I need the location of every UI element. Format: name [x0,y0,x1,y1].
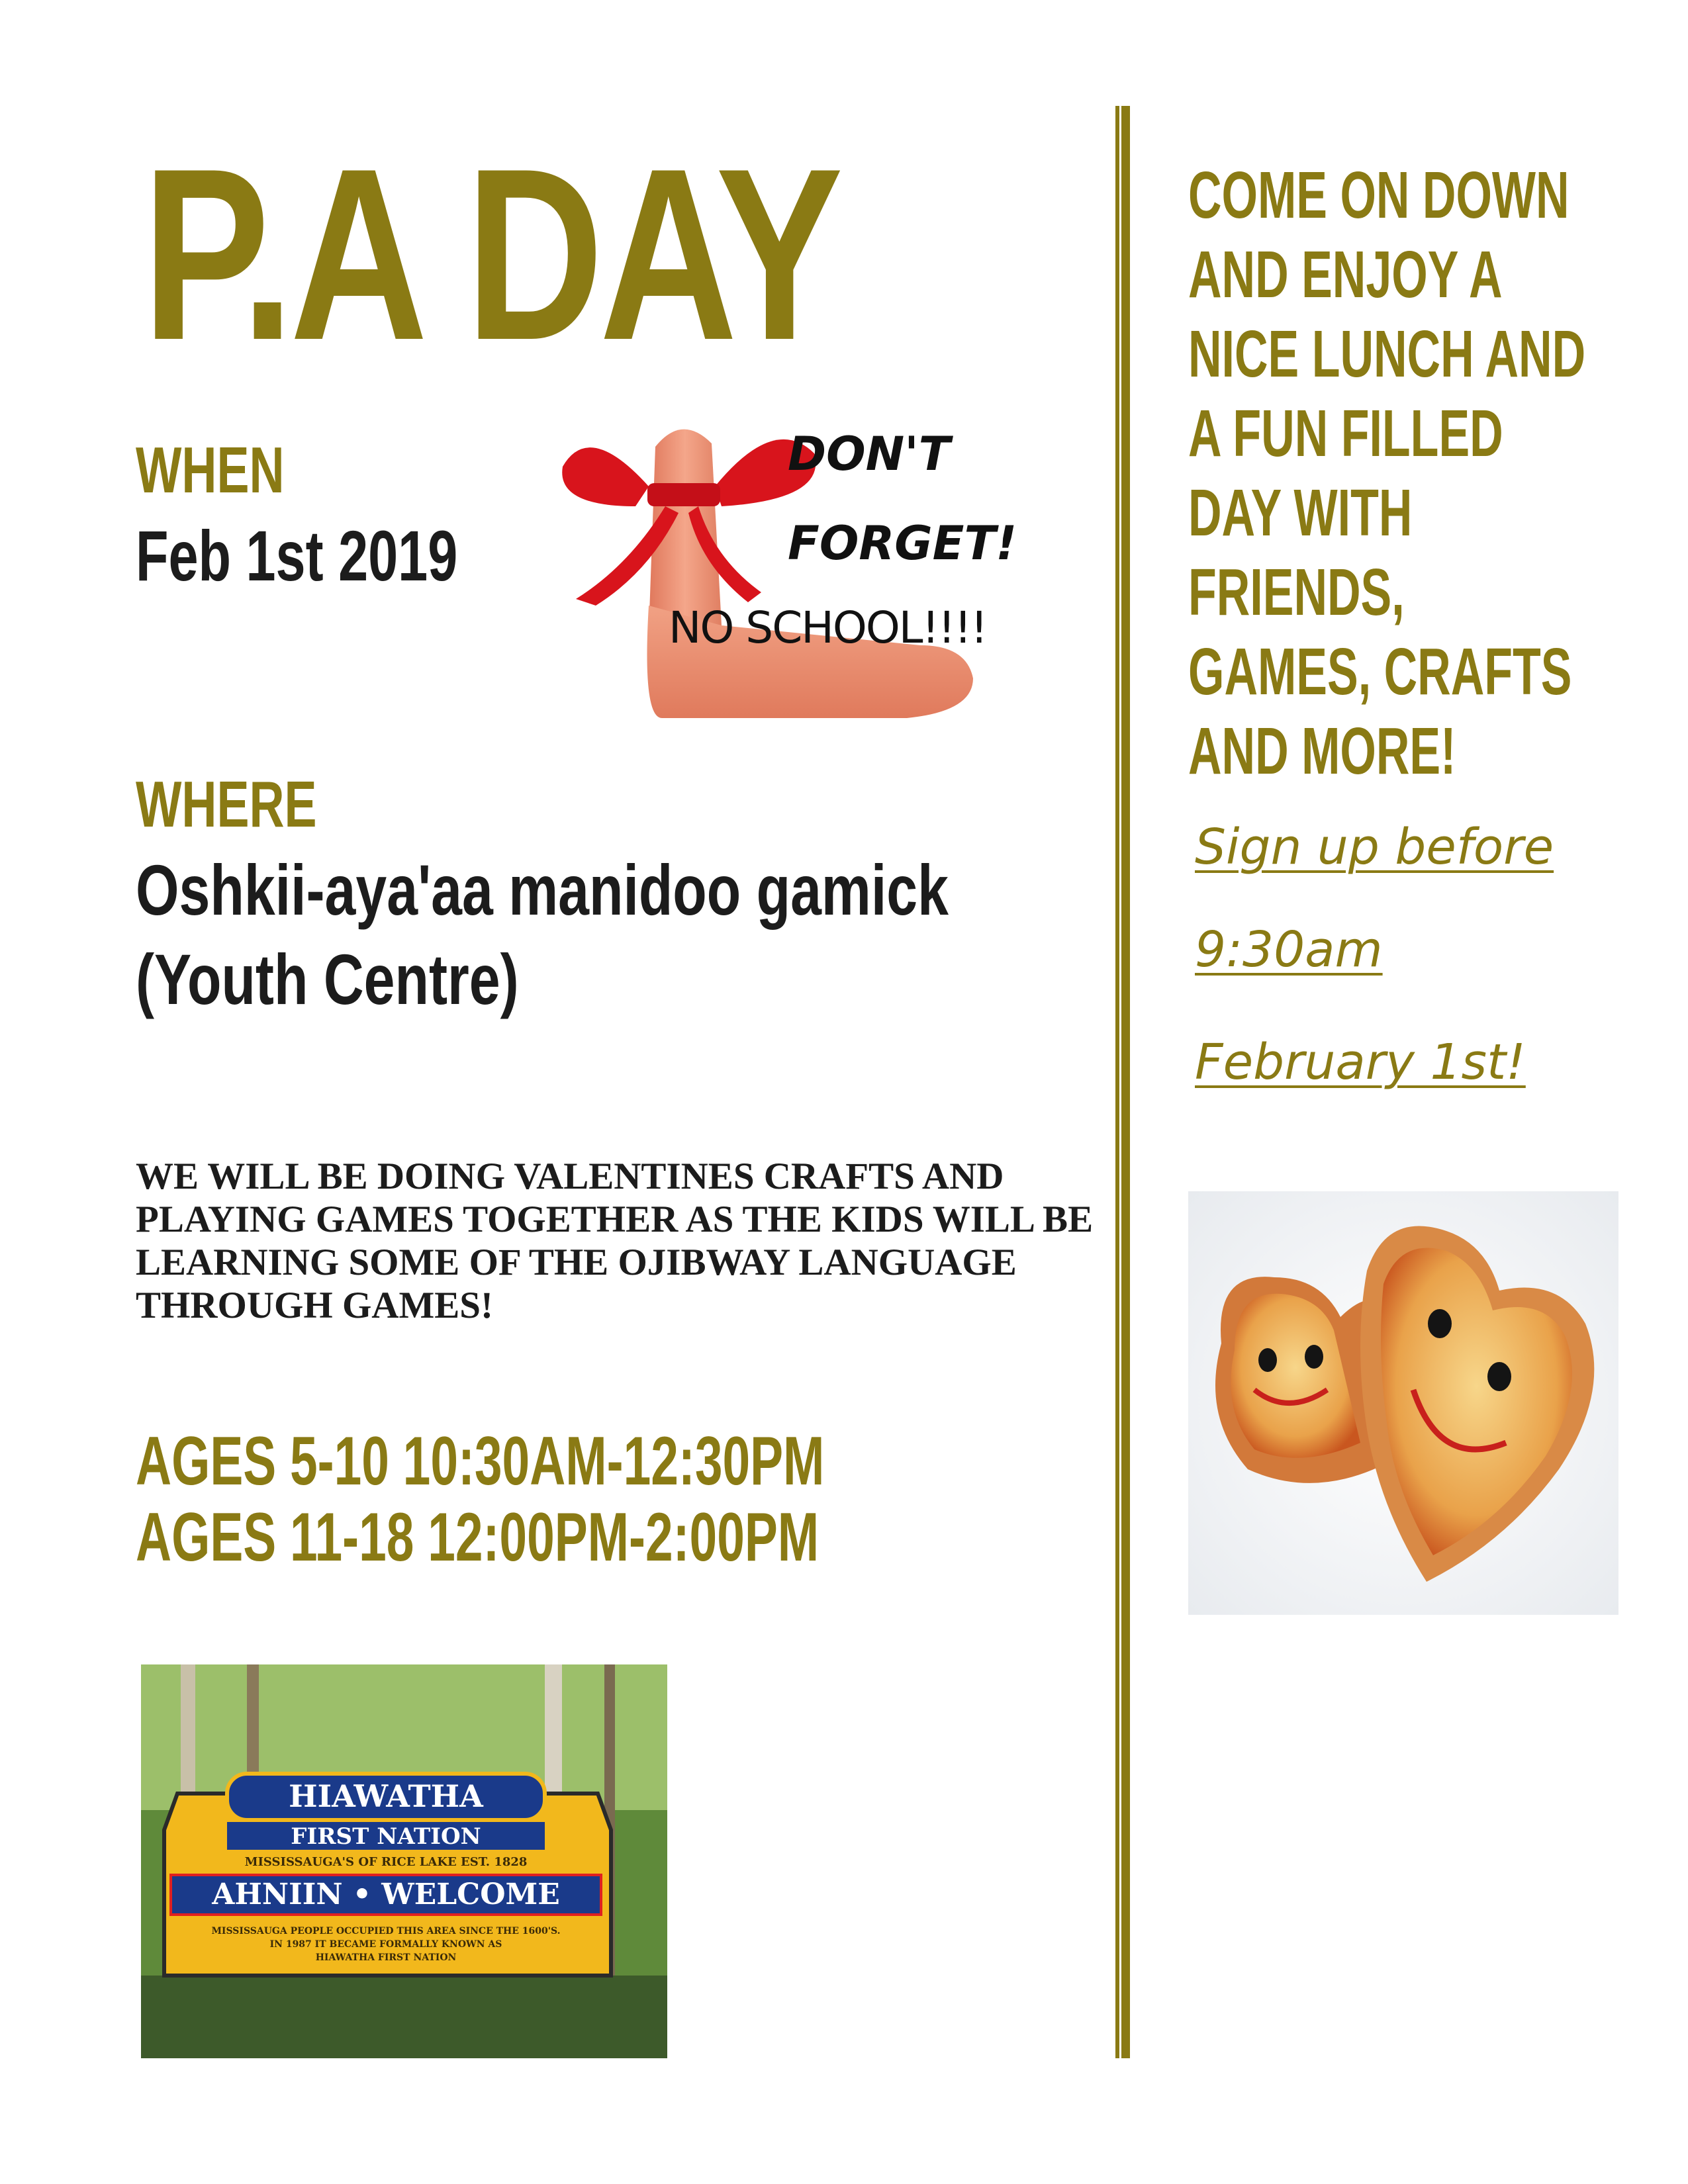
page-title: P.A DAY [142,118,839,391]
sign-welcome-text: AHNIIN • WELCOME [212,1878,560,1911]
blurb-line: AND ENJOY A [1188,238,1503,312]
no-school-text: NO SCHOOL!!!! [669,602,987,653]
event-description: WE WILL BE DOING VALENTINES CRAFTS AND PLAYING GAMES TOGETHER AS THE KIDS WILL BE LEARNING SOME OF THE OJIBWAY LANGUAGE THROUGH GAMES! [136,1156,1094,1326]
heart-pizza-photo [1188,1191,1618,1615]
where-label: WHERE [136,768,317,841]
blurb-line: GAMES, CRAFTS [1188,635,1572,709]
where-location-note: (Youth Centre) [136,939,519,1019]
signup-time: 9:30am [1195,921,1383,978]
blurb-line: COME ON DOWN [1188,158,1570,232]
sign-history-text-3: HIAWATHA FIRST NATION [315,1952,457,1963]
forget-text: FORGET! [788,516,1017,570]
blurb-line: FRIENDS, [1188,555,1405,629]
dont-forget-text: DON'T [788,427,951,481]
blurb-line: AND MORE! [1188,714,1456,788]
sign-title-text: HIAWATHA [289,1778,483,1814]
where-location: Oshkii-aya'aa manidoo gamick [136,850,949,930]
event-blurb [1188,156,1652,791]
signup-line-1: Sign up before [1195,819,1554,876]
blurb-line: DAY WITH [1188,476,1413,550]
blurb-line: NICE LUNCH AND [1188,317,1586,391]
when-label: WHEN [136,433,285,506]
sign-est-text: MISSISSAUGA'S OF RICE LAKE EST. 1828 [244,1855,528,1869]
sign-history-text-1: MISSISSAUGA PEOPLE OCCUPIED THIS AREA SINCE THE 1600'S. [211,1926,561,1936]
sign-subtitle-text: FIRST NATION [291,1823,481,1850]
hiawatha-sign-photo [141,1664,667,2058]
signup-date: February 1st! [1195,1034,1526,1091]
column-divider [1115,106,1130,2058]
blurb-line: A FUN FILLED [1188,396,1503,471]
ages-schedule-2: AGES 11-18 12:00PM-2:00PM [136,1499,820,1576]
sign-history-text-2: IN 1987 IT BECAME FORMALLY KNOWN AS [269,1939,502,1950]
when-value: Feb 1st 2019 [136,516,458,596]
ages-schedule-1: AGES 5-10 10:30AM-12:30PM [136,1423,825,1500]
